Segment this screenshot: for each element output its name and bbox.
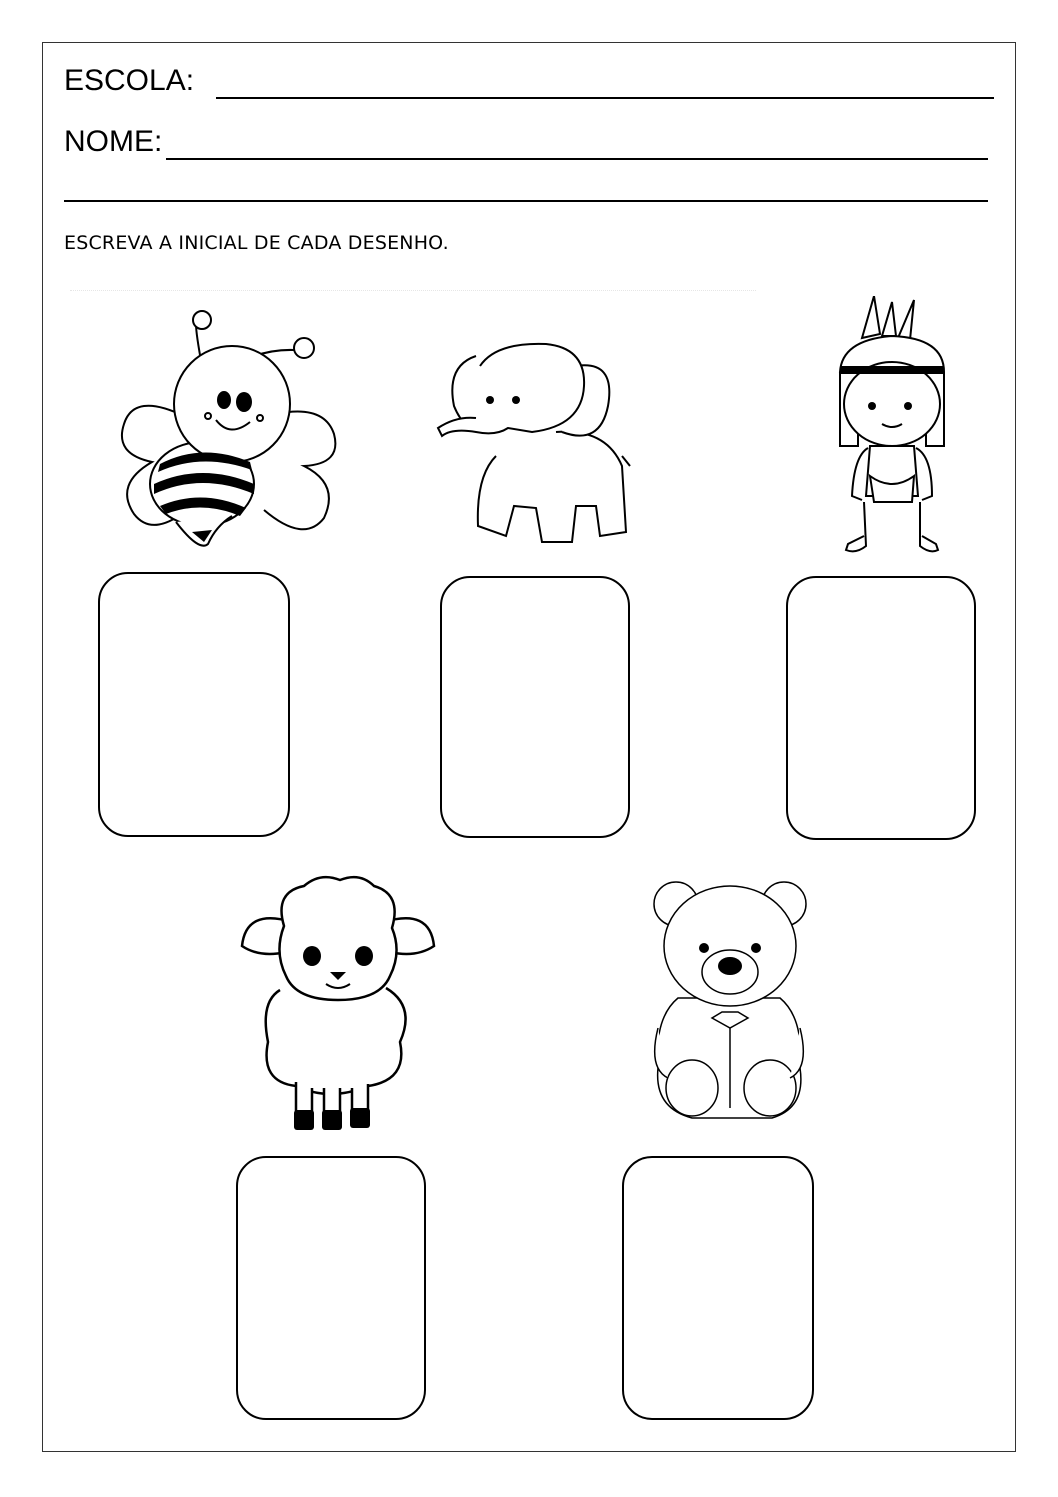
extra-answer-line[interactable] [64,200,988,202]
answer-box-5[interactable] [622,1156,814,1420]
name-answer-line[interactable] [166,158,988,160]
school-label: ESCOLA: [64,64,195,97]
bee-icon [104,304,348,550]
divider [70,290,756,291]
indigenous-child-icon [834,296,950,558]
instruction-text: ESCREVA A INICIAL DE CADA DESENHO. [64,232,449,254]
elephant-icon [436,336,636,548]
school-answer-line[interactable] [216,97,994,99]
answer-box-1[interactable] [98,572,290,837]
sheep-icon [240,872,436,1136]
answer-box-4[interactable] [236,1156,426,1420]
name-label: NOME: [64,125,163,158]
answer-box-3[interactable] [786,576,976,840]
answer-box-2[interactable] [440,576,630,838]
teddy-bear-icon [648,868,810,1132]
